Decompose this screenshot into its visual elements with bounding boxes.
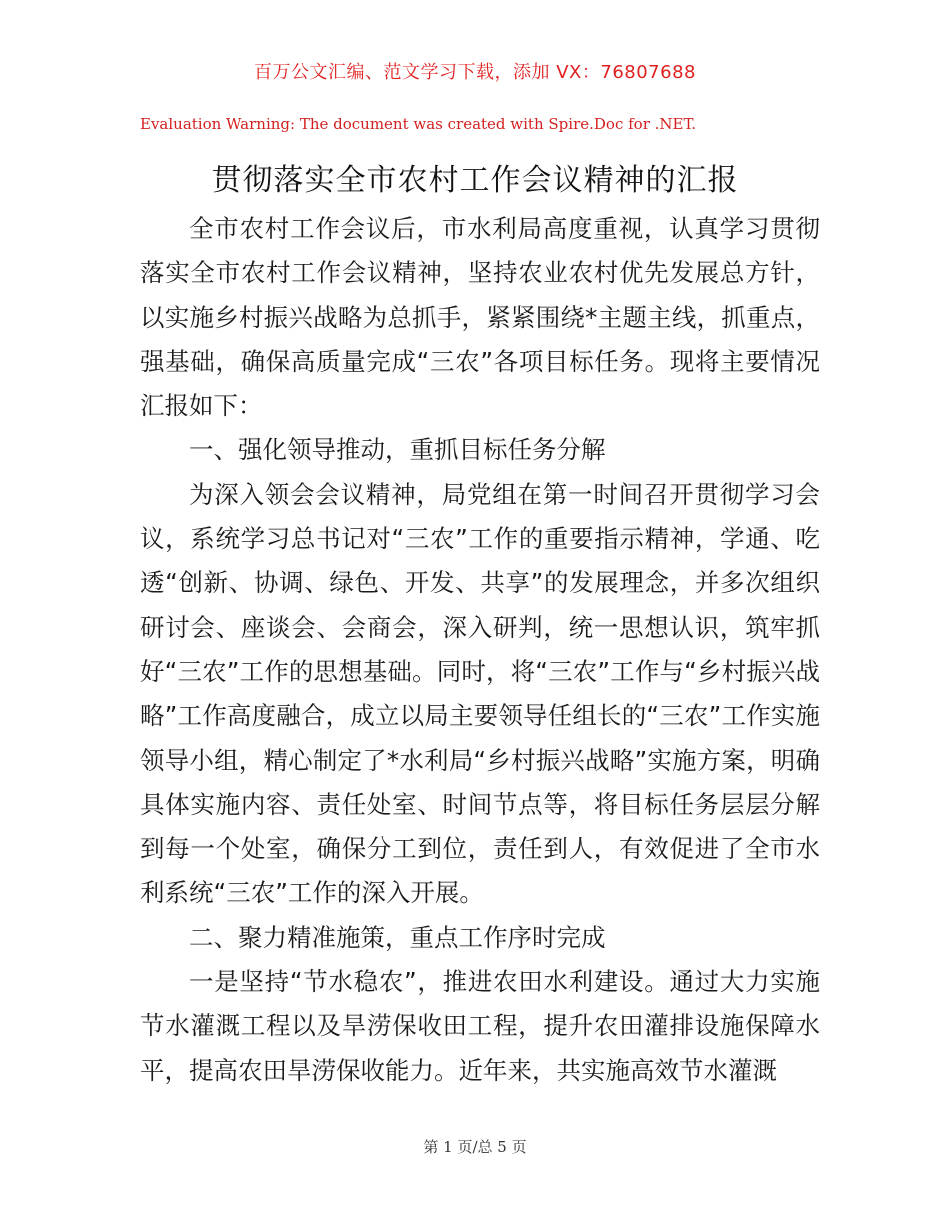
section-1-paragraph: 为深入领会会议精神，局党组在第一时间召开贯彻学习会议，系统学习总书记对“三农”工作的重要指示精神，学通、吃透“创新、协调、绿色、开发、共享”的发展理念，并多次组织研讨会、座谈会、会商会，深入研判，统一思想认识，筑牢抓好“三农”工作的思想基础。同时，将“三农”工作与“乡村振兴战略”工作高度融合，成立以局主要领导任组长的“三农”工作实施领导小组，精心制定了*水利局“乡村振兴战略”实施方案，明确具体实施内容、责任处室、时间节点等，将目标任务层层分解到每一个处室，确保分工到位，责任到人，有效促进了全市水利系统“三农”工作的深入开展。 bbox=[140, 479, 820, 908]
section-heading-1: 一、强化领导推动，重抓目标任务分解 bbox=[189, 435, 606, 465]
section-2-paragraph: 一是坚持“节水稳农”，推进农田水利建设。通过大力实施节水灌溉工程以及旱涝保收田工程，提升农田灌排设施保障水平，提高农田旱涝保收能力。近年来，共实施高效节水灌溉 bbox=[140, 967, 820, 1085]
section-heading-2: 二、聚力精准施策，重点工作序时完成 bbox=[189, 922, 606, 952]
header-banner: 百万公文汇编、范文学习下载，添加 VX：76807688 bbox=[254, 62, 696, 83]
intro-paragraph: 全市农村工作会议后，市水利局高度重视，认真学习贯彻落实全市农村工作会议精神，坚持农业农村优先发展总方针，以实施乡村振兴战略为总抓手，紧紧围绕*主题主线，抓重点，强基础，确保高质量完成“三农”各项目标任务。现将主要情况汇报如下： bbox=[140, 214, 820, 421]
page-number-footer: 第 1 页/总 5 页 bbox=[423, 1138, 527, 1156]
evaluation-warning: Evaluation Warning: The document was created with Spire.Doc for .NET. bbox=[140, 115, 697, 133]
document-body bbox=[140, 207, 820, 1093]
document-title: 贯彻落实全市农村工作会议精神的汇报 bbox=[211, 163, 739, 198]
